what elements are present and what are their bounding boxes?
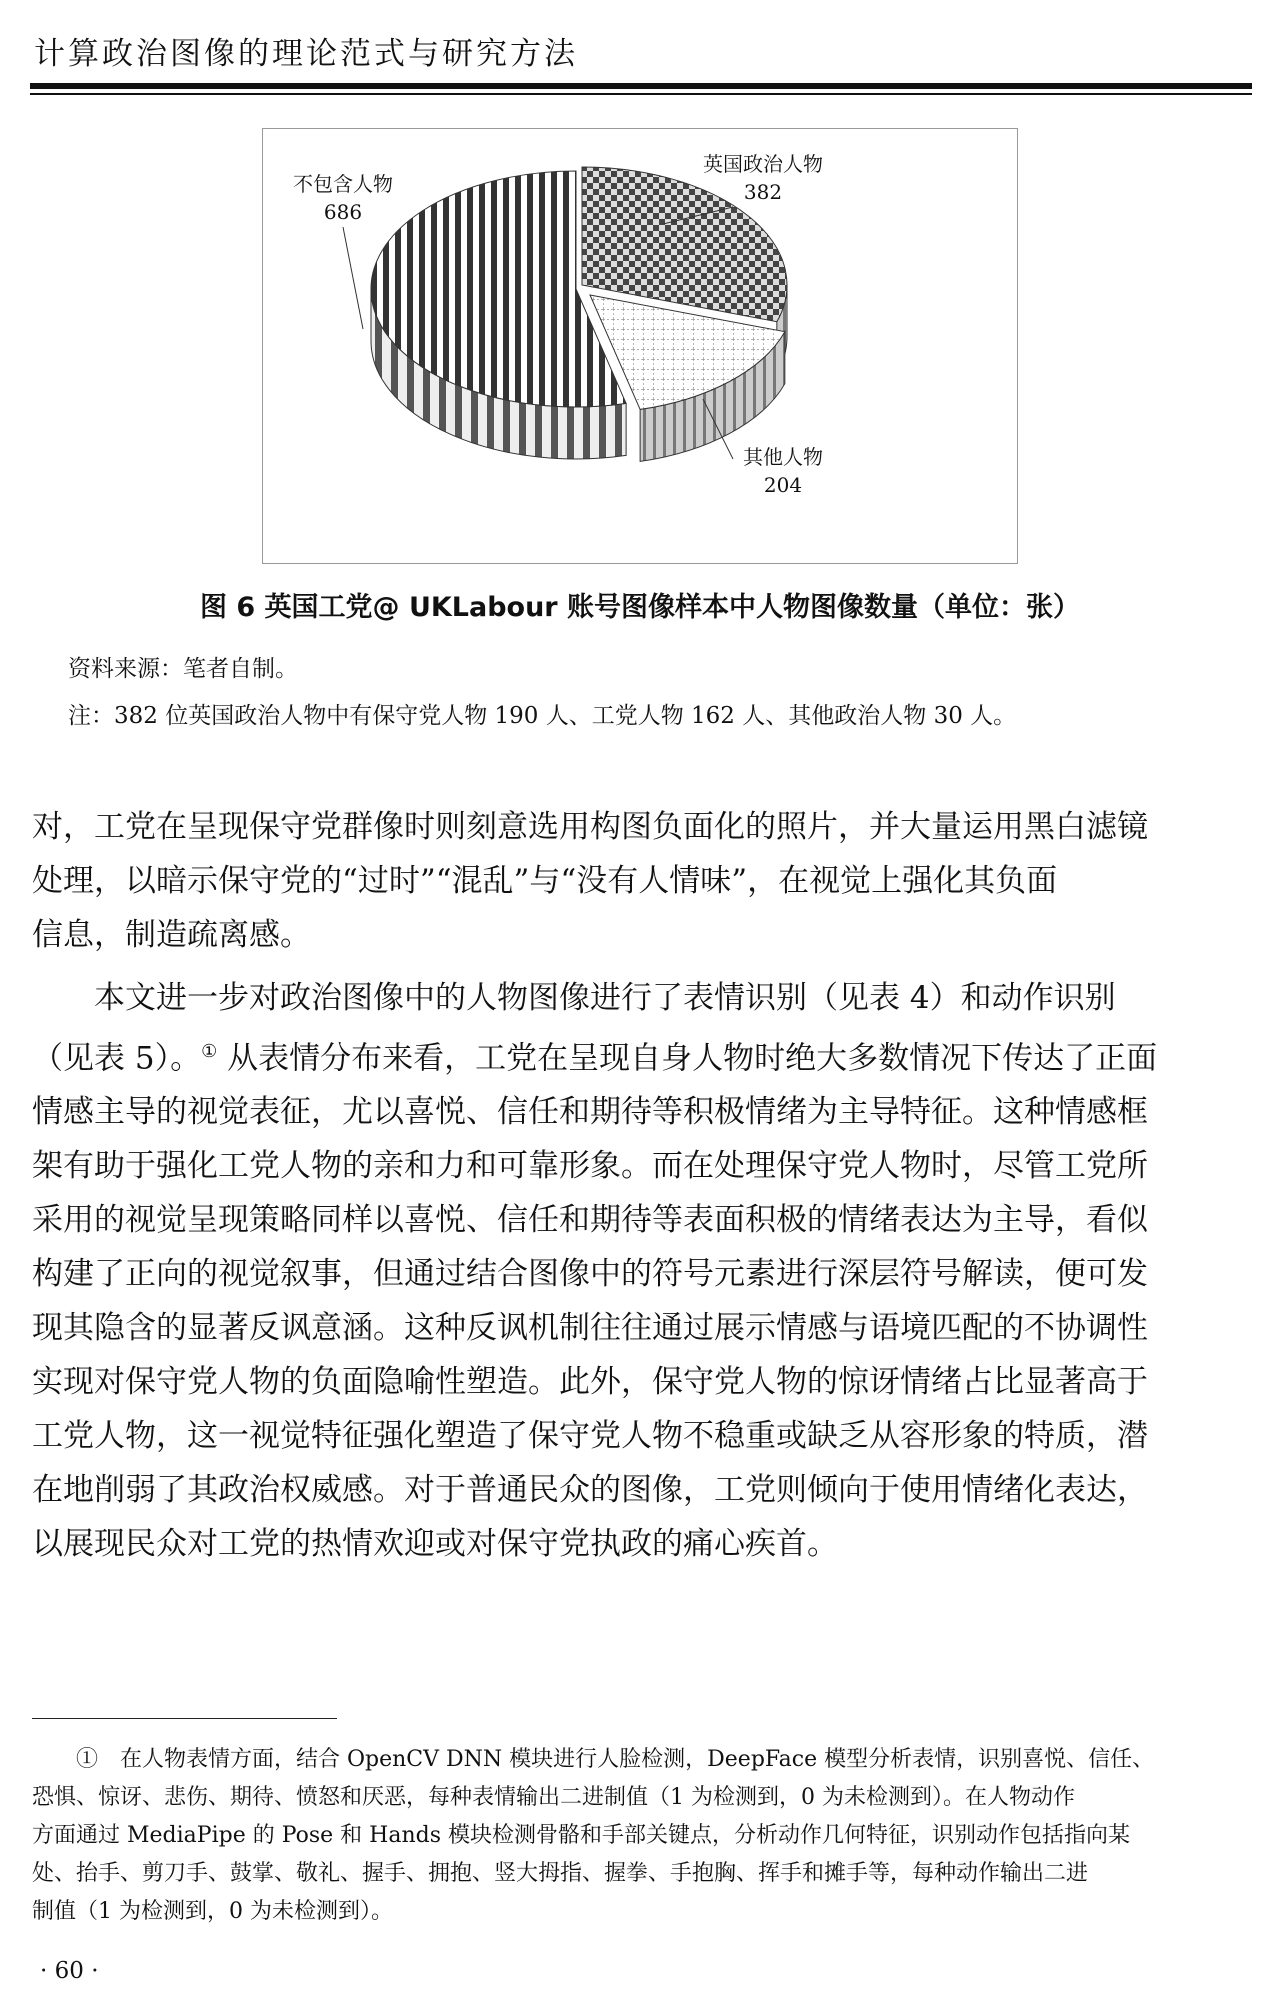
text-line: 架有助于强化工党人物的亲和力和可靠形象。而在处理保守党人物时，尽管工党所 — [32, 1148, 1148, 1185]
figure-note: 注：382 位英国政治人物中有保守党人物 190 人、工党人物 162 人、其他政治人物 30 人。 — [68, 703, 1017, 729]
text-line: 工党人物，这一视觉特征强化塑造了保守党人物不稳重或缺乏从容形象的特质，潜 — [32, 1418, 1148, 1455]
pie-chart-figure — [262, 128, 1018, 564]
text-span: 从表情分布来看，工党在呈现自身人物时绝大多数情况下传达了正面 — [217, 1040, 1158, 1077]
label-other-people: 其他人物 — [743, 445, 823, 469]
footnote — [32, 1741, 1252, 1931]
pie-chart — [263, 129, 1017, 563]
paragraph-2 — [32, 971, 1252, 1571]
text-line: 信息，制造疏离感。 — [32, 917, 311, 953]
header-rule-thin — [30, 93, 1252, 95]
running-header: 计算政治图像的理论范式与研究方法 — [34, 36, 578, 72]
text-line: 在地削弱了其政治权威感。对于普通民众的图像，工党则倾向于使用情绪化表达， — [32, 1472, 1148, 1509]
value-british-politicians: 382 — [743, 180, 783, 204]
figure-source: 资料来源：笔者自制。 — [68, 656, 298, 682]
page-number: · 60 · — [40, 1958, 99, 1984]
text-line: 情感主导的视觉表征，尤以喜悦、信任和期待等积极情绪为主导特征。这种情感框 — [32, 1094, 1148, 1131]
footnote-separator — [32, 1718, 337, 1719]
text-line: 采用的视觉呈现策略同样以喜悦、信任和期待等表面积极的情绪表达为主导，看似 — [32, 1202, 1148, 1239]
footnote-line: ① 在人物表情方面，结合 OpenCV DNN 模块进行人脸检测，DeepFace 模型分析表情，识别喜悦、信任、 — [32, 1747, 1155, 1772]
value-other-people: 204 — [763, 473, 803, 497]
text-line: 处理，以暗示保守党的“过时”“混乱”与“没有人情味”，在视觉上强化其负面 — [32, 863, 1058, 899]
header-rule-thick — [30, 83, 1252, 89]
text-span: （见表 5）。 — [32, 1040, 202, 1077]
label-british-politicians: 英国政治人物 — [703, 152, 823, 176]
footnote-line: 处、抬手、剪刀手、鼓掌、敬礼、握手、拥抱、竖大拇指、握拳、手抱胸、挥手和摊手等，每种动作输出二进 — [32, 1861, 1089, 1886]
footnote-line: 恐惧、惊讶、悲伤、期待、愤怒和厌恶，每种表情输出二进制值（1 为检测到，0 为未检测到）。在人物动作 — [32, 1785, 1075, 1810]
label-no-people: 不包含人物 — [293, 172, 393, 196]
paragraph-1 — [32, 800, 1252, 962]
text-line: 对，工党在呈现保守党群像时则刻意选用构图负面化的照片，并大量运用黑白滤镜 — [32, 809, 1148, 845]
text-line — [32, 1025, 1252, 1085]
text-line: 构建了正向的视觉叙事，但通过结合图像中的符号元素进行深层符号解读，便可发 — [32, 1256, 1148, 1293]
text-line: 本文进一步对政治图像中的人物图像进行了表情识别（见表 4）和动作识别 — [32, 980, 1116, 1016]
text-line: 现其隐含的显著反讽意涵。这种反讽机制往往通过展示情感与语境匹配的不协调性 — [32, 1310, 1148, 1347]
footnote-line: 制值（1 为检测到，0 为未检测到）。 — [32, 1899, 393, 1924]
leader-no-people — [343, 227, 363, 329]
text-line: 以展现民众对工党的热情欢迎或对保守党执政的痛心疾首。 — [32, 1526, 838, 1563]
figure-caption: 图 6 英国工党@ UKLabour 账号图像样本中人物图像数量（单位：张） — [199, 592, 1081, 623]
text-line: 实现对保守党人物的负面隐喻性塑造。此外，保守党人物的惊讶情绪占比显著高于 — [32, 1364, 1148, 1401]
footnote-line: 方面通过 MediaPipe 的 Pose 和 Hands 模块检测骨骼和手部关键点，分析动作几何特征，识别动作包括指向某 — [32, 1823, 1130, 1848]
footnote-ref[interactable]: ① — [201, 1041, 218, 1062]
value-no-people: 686 — [323, 200, 363, 224]
